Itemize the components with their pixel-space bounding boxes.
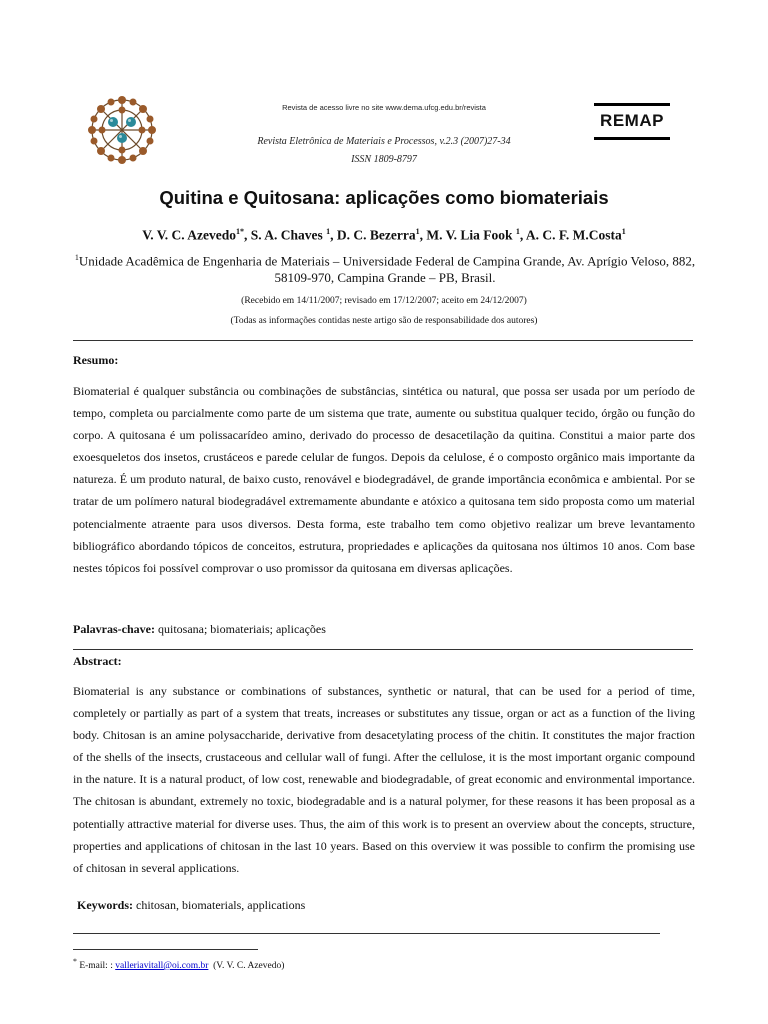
journal-url-line: Revista de acesso livre no site www.dema.ufcg.edu.br/revista <box>282 103 486 112</box>
author-affil-mark: 1* <box>235 227 244 236</box>
author-separator: , <box>243 227 251 243</box>
footnote-mark: * <box>73 957 77 966</box>
responsibility-note: (Todas as informações contidas neste artigo são de responsabilidade dos autores) <box>230 316 538 326</box>
author-list <box>0 227 768 244</box>
journal-citation: Revista Eletrônica de Materiais e Processos, v.2.3 (2007)27-34 <box>257 136 511 147</box>
author-email-link[interactable]: valleriavitall@oi.com.br <box>115 961 209 972</box>
article-title: Quitina e Quitosana: aplicações como biomateriais <box>159 187 609 208</box>
author-name: D. C. Bezerra <box>336 227 416 243</box>
author-affil-mark: 1 <box>515 227 520 236</box>
abstract-heading: Abstract: <box>73 654 122 668</box>
brand-top-bar <box>594 103 670 106</box>
author-affil-mark: 1 <box>621 227 626 236</box>
keywords-values: chitosan, biomaterials, applications <box>136 898 306 912</box>
resumo-heading: Resumo: <box>73 353 119 367</box>
remap-brand-logo <box>594 103 670 141</box>
journal-issn: ISSN 1809-8797 <box>351 154 417 165</box>
author-separator: , <box>419 227 427 243</box>
resumo-text: Biomaterial é qualquer substância ou combinações de substâncias, sintética ou natural, que possa ser usada por um período de tempo, completa ou parcialmente como parte de um sistema que trate, aumente ou substitua qualquer tecido, órgão ou função do corpo. A quitosana é um polissacarídeo amino, derivado do processo de desacetilação da quitina. Constitui a maior parte dos exoesqueletos dos insetos, crustáceos e parede celular de fungos. Depois da celulose, é o composto orgânico mais importante da natureza. É um produto natural, de baixo custo, renovável e biodegradável, de grande importância econômica e ambiental. Por se tratar de um polímero natural biodegradável extremamente abundante e atóxico a quitosana tem sido proposta como um material potencialmente atraente para usos diversos. Desta forma, este trabalho tem como objetivo realizar um breve levantamento bibliográfico abordando tópicos de conceitos, estrutura, propriedades e aplicações da quitosana nos últimos 10 anos. Com base nestes tópicos foi possível comprovar o uso promissor da quitosana em diversas aplicações. <box>73 384 695 575</box>
author-name: S. A. Chaves <box>250 227 327 243</box>
abstract-text: Biomaterial is any substance or combinations of substances, synthetic or natural, that can be used for a period of time, completely or partially as part of a system that treats, increases or substitutes any tissue, organ or act as a function of the living body. Chitosan is an amine polysaccharide, derivative from desacetylating process of the chitin. It constitutes the major fraction of the shells of the insects, crustaceous and cellular wall of fungi. After the cellulose, it is the most important organic compound in the nature. It is a natural product, of low cost, renewable and biodegradable, of great economic and environmental importance. The chitosan is abundant, extremely no toxic, biodegradable and is a natural polymer, for these reasons it has been proposal as a potentially attractive material for diverse uses. Thus, the aim of this work is to present an overview about the concepts, structure, properties and applications of chitosan in the last 10 years. Based on this overview it was possible to confirm the promising use of chitosan in several applications. <box>73 684 695 875</box>
author-name: M. V. Lia Fook <box>426 227 516 243</box>
affiliation-mark: 1 <box>74 253 79 262</box>
affiliation-text: Unidade Acadêmica de Engenharia de Materiais – Universidade Federal de Campina Grande, Av. Aprígio Veloso, 882, 58109-970, Campina Grande – PB, Brasil. <box>78 253 696 286</box>
palavras-chave-label: Palavras-chave: <box>73 622 155 636</box>
author-affil-mark: 1 <box>326 227 331 236</box>
keywords-label: Keywords: <box>77 898 133 912</box>
author-affil-mark: 1 <box>415 227 420 236</box>
palavras-chave <box>73 622 326 637</box>
footnote-author: (V. V. C. Azevedo) <box>213 961 285 972</box>
submission-dates: (Recebido em 14/11/2007; revisado em 17/12/2007; aceito em 24/12/2007) <box>241 296 527 306</box>
header-divider <box>73 340 693 341</box>
author-affiliation <box>70 249 700 286</box>
footnote <box>73 957 284 971</box>
brand-bottom-bar <box>594 137 670 140</box>
author-name: V. V. C. Azevedo <box>142 227 236 243</box>
footnote-rule <box>73 949 258 950</box>
keywords-divider <box>73 933 660 934</box>
author-separator: , <box>330 227 337 243</box>
brand-text: REMAP <box>600 111 664 130</box>
abstract-divider <box>73 649 693 650</box>
keywords <box>77 898 305 913</box>
footnote-prefix: E-mail: : <box>79 961 113 972</box>
author-name: A. C. F. M.Costa <box>525 227 622 243</box>
author-separator: , <box>519 227 526 243</box>
palavras-chave-values: quitosana; biomateriais; aplicações <box>157 622 326 636</box>
